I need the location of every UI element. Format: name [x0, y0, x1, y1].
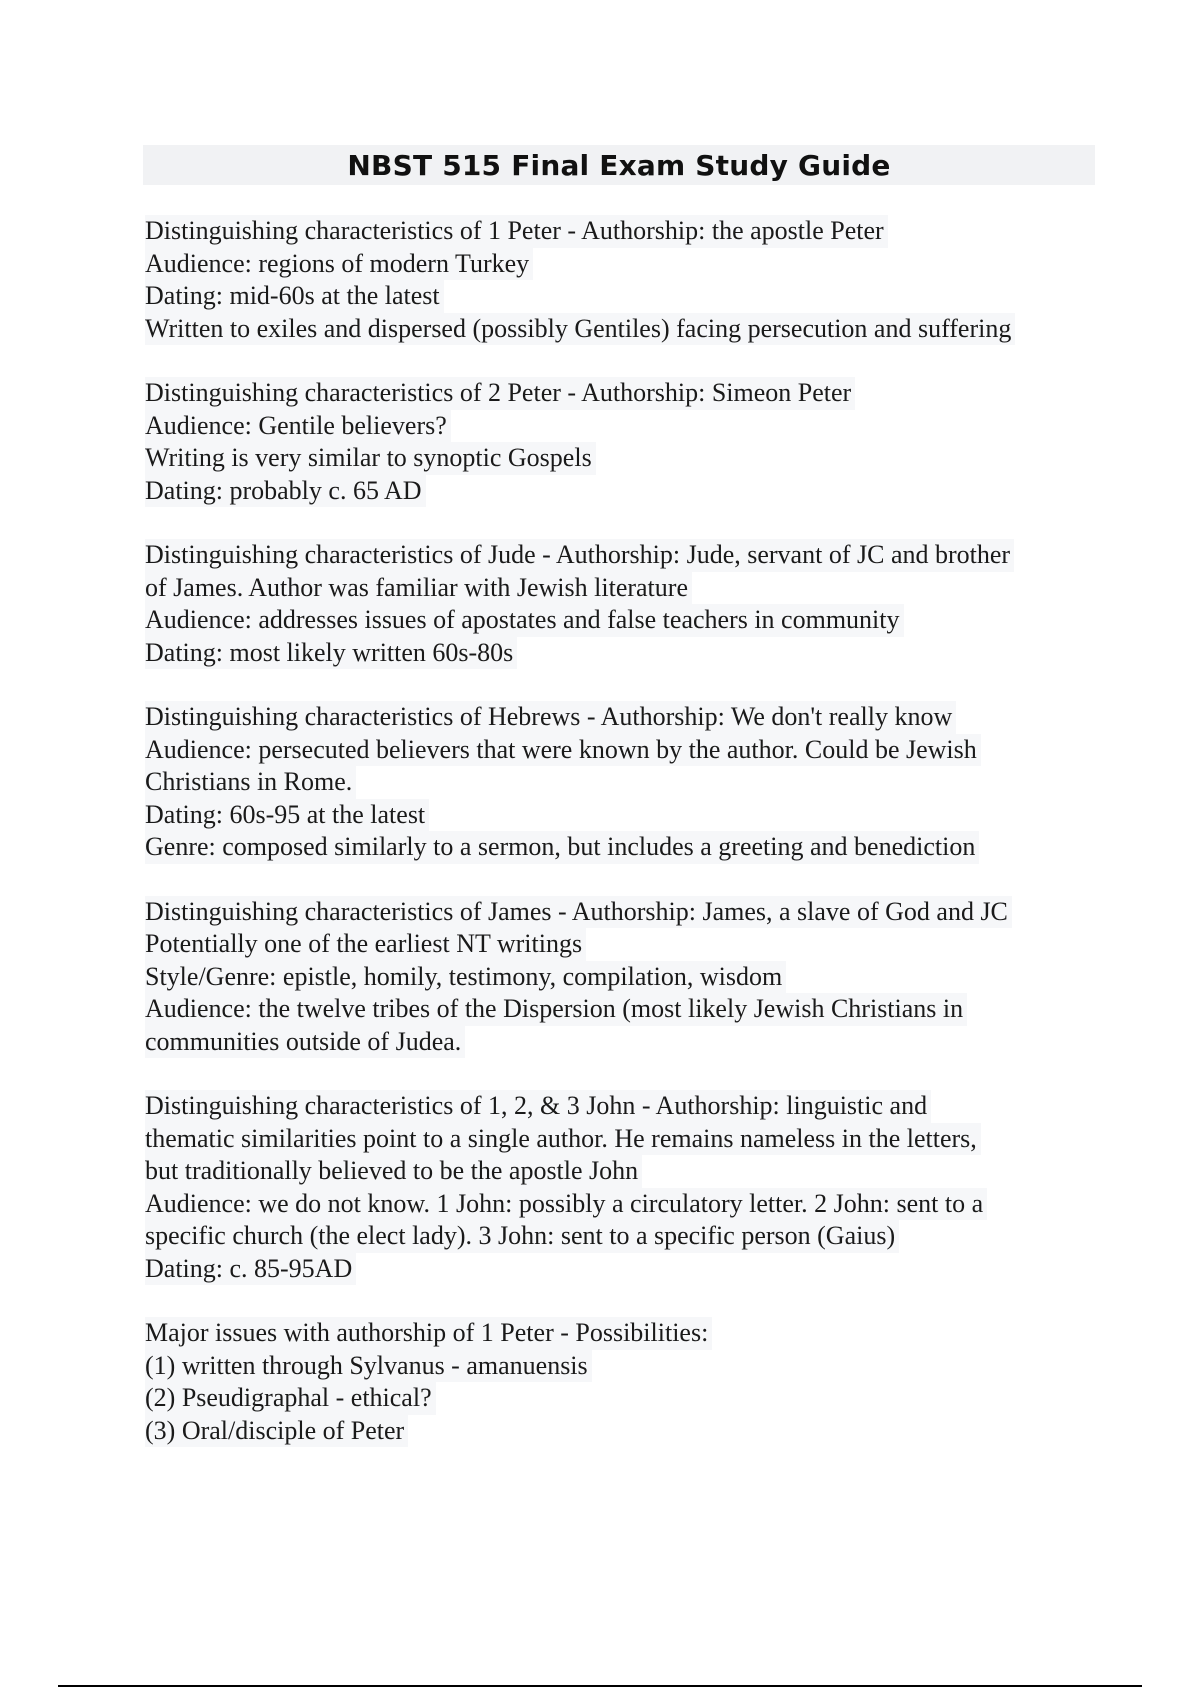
bottom-rule	[58, 1685, 1142, 1687]
study-section	[145, 1317, 1095, 1447]
text-line: Christians in Rome.	[145, 766, 356, 799]
study-section	[145, 1090, 1095, 1285]
text-line: Writing is very similar to synoptic Gospels	[145, 442, 596, 475]
text-line: Audience: Gentile believers?	[145, 410, 451, 443]
text-line: Audience: we do not know. 1 John: possibly a circulatory letter. 2 John: sent to a	[145, 1188, 987, 1221]
text-line: thematic similarities point to a single author. He remains nameless in the letters,	[145, 1123, 981, 1156]
text-line: Dating: 60s-95 at the latest	[145, 799, 429, 832]
text-line: Dating: most likely written 60s-80s	[145, 637, 517, 670]
text-line: Distinguishing characteristics of 2 Peter - Authorship: Simeon Peter	[145, 377, 855, 410]
text-line: of James. Author was familiar with Jewish literature	[145, 572, 692, 605]
text-line: Genre: composed similarly to a sermon, but includes a greeting and benediction	[145, 831, 979, 864]
text-line: Audience: persecuted believers that were known by the author. Could be Jewish	[145, 734, 981, 767]
text-line: but traditionally believed to be the apostle John	[145, 1155, 642, 1188]
document-body	[145, 215, 1095, 1479]
study-section	[145, 896, 1095, 1059]
text-line: Potentially one of the earliest NT writings	[145, 928, 586, 961]
title-band	[143, 145, 1095, 185]
text-line: Distinguishing characteristics of Hebrews - Authorship: We don't really know	[145, 701, 956, 734]
text-line: Distinguishing characteristics of James - Authorship: James, a slave of God and JC	[145, 896, 1012, 929]
text-line: Audience: addresses issues of apostates and false teachers in community	[145, 604, 904, 637]
text-line: (2) Pseudigraphal - ethical?	[145, 1382, 436, 1415]
text-line: (1) written through Sylvanus - amanuensis	[145, 1350, 592, 1383]
text-line: Major issues with authorship of 1 Peter - Possibilities:	[145, 1317, 712, 1350]
text-line: Distinguishing characteristics of Jude - Authorship: Jude, servant of JC and brother	[145, 539, 1014, 572]
study-section	[145, 215, 1095, 345]
text-line: communities outside of Judea.	[145, 1026, 465, 1059]
text-line: Audience: regions of modern Turkey	[145, 248, 533, 281]
text-line: Audience: the twelve tribes of the Dispersion (most likely Jewish Christians in	[145, 993, 967, 1026]
study-section	[145, 701, 1095, 864]
study-section	[145, 539, 1095, 669]
text-line: Style/Genre: epistle, homily, testimony, compilation, wisdom	[145, 961, 786, 994]
study-section	[145, 377, 1095, 507]
text-line: Distinguishing characteristics of 1 Peter - Authorship: the apostle Peter	[145, 215, 888, 248]
text-line: Dating: mid-60s at the latest	[145, 280, 444, 313]
text-line: Dating: probably c. 65 AD	[145, 475, 426, 508]
text-line: Dating: c. 85-95AD	[145, 1253, 356, 1286]
text-line: (3) Oral/disciple of Peter	[145, 1415, 408, 1448]
text-line: Written to exiles and dispersed (possibly Gentiles) facing persecution and suffering	[145, 313, 1015, 346]
text-line: Distinguishing characteristics of 1, 2, & 3 John - Authorship: linguistic and	[145, 1090, 931, 1123]
page-title: NBST 515 Final Exam Study Guide	[347, 148, 891, 182]
text-line: specific church (the elect lady). 3 John: sent to a specific person (Gaius)	[145, 1220, 899, 1253]
